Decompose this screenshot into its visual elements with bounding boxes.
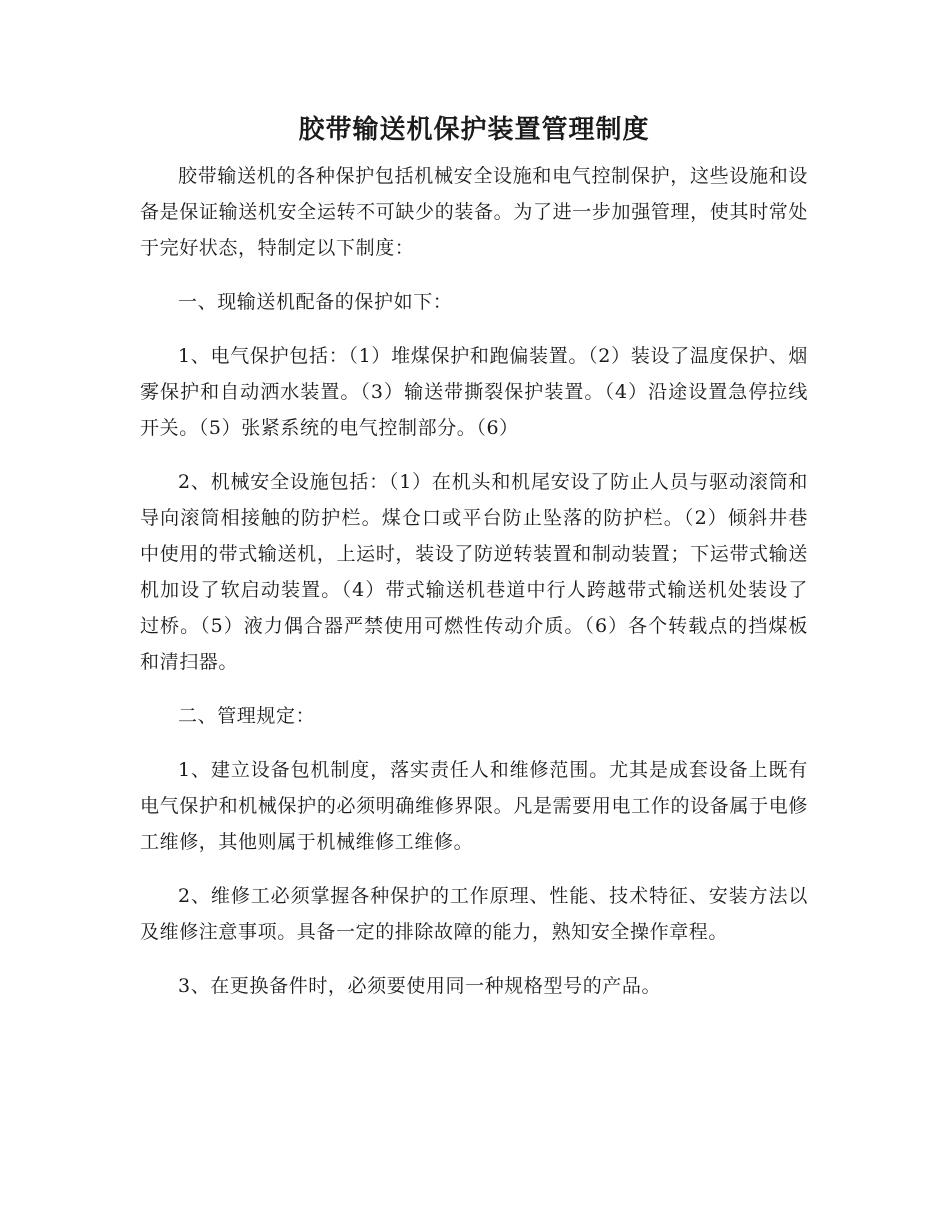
document-title: 胶带输送机保护装置管理制度 xyxy=(298,115,650,145)
electrical-protection-paragraph: 1、电气保护包括：（1）堆煤保护和跑偏装置。（2）装设了温度保护、烟雾保护和自动洒水装置。（3）输送带撕裂保护装置。（4）沿途设置急停拉线开关。（5）张紧系统的电气控制部分。（6） xyxy=(140,345,808,439)
section-two-heading: 二、管理规定： xyxy=(178,705,316,727)
mechanical-safety-paragraph: 2、机械安全设施包括：（1）在机头和机尾安设了防止人员与驱动滚筒和导向滚筒相接触的防护栏。煤仓口或平台防止坠落的防护栏。（2）倾斜井巷中使用的带式输送机，上运时，装设了防逆转装置和制动装置；下运带式输送机加设了软启动装置。（4）带式输送机巷道中行人跨越带式输送机处装设了过桥。（5）液力偶合器严禁使用可燃性传动介质。（6）各个转载点的挡煤板和清扫器。 xyxy=(140,471,808,673)
section-one-heading: 一、现输送机配备的保护如下： xyxy=(178,291,453,313)
rule-three-paragraph: 3、在更换备件时，必须要使用同一种规格型号的产品。 xyxy=(178,975,662,997)
rule-two-paragraph: 2、维修工必须掌握各种保护的工作原理、性能、技术特征、安装方法以及维修注意事项。具备一定的排除故障的能力，熟知安全操作章程。 xyxy=(140,885,808,943)
intro-paragraph: 胶带输送机的各种保护包括机械安全设施和电气控制保护，这些设施和设备是保证输送机安全运转不可缺少的装备。为了进一步加强管理，使其时常处于完好状态，特制定以下制度： xyxy=(140,165,808,259)
rule-one-paragraph: 1、建立设备包机制度，落实责任人和维修范围。尤其是成套设备上既有电气保护和机械保护的必须明确维修界限。凡是需要用电工作的设备属于电修工维修，其他则属于机械维修工维修。 xyxy=(140,759,808,853)
document-page xyxy=(140,110,808,1004)
